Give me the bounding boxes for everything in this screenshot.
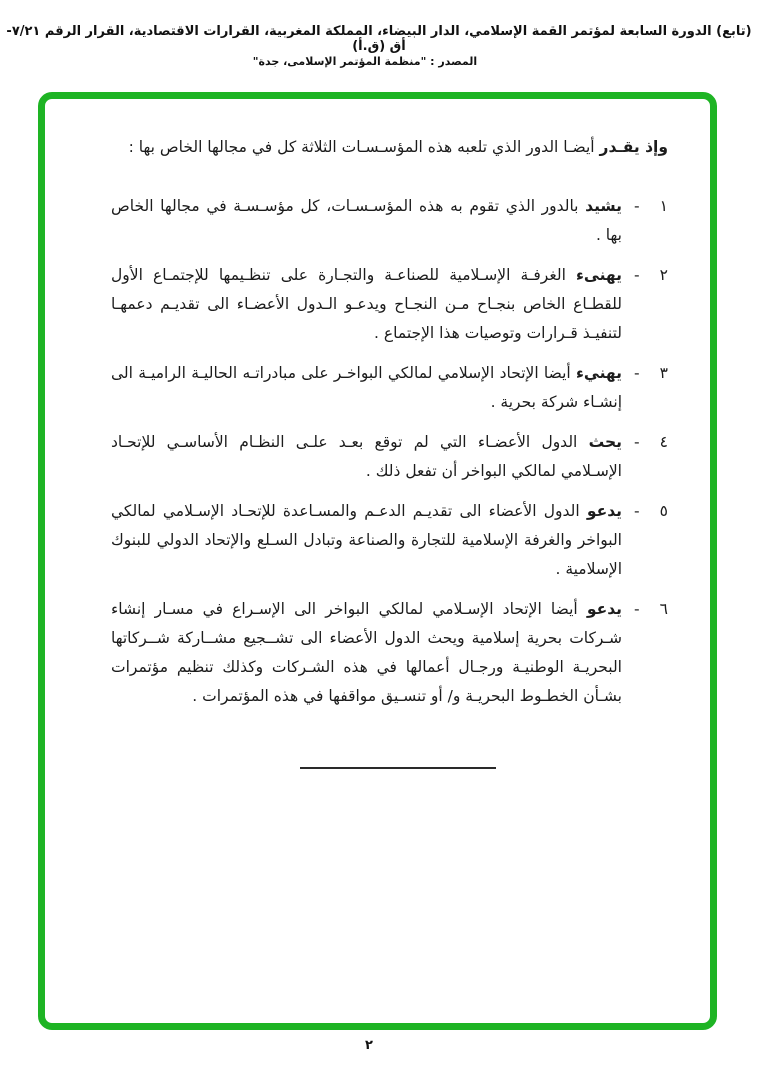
list-item-5 — [111, 497, 668, 584]
item-dash: - — [634, 364, 640, 382]
page-number: ٢ — [365, 1038, 373, 1053]
item-number: ٢ — [659, 266, 668, 284]
item-marker — [634, 595, 668, 711]
section-divider — [300, 767, 496, 769]
item-body: أيضا الإتحاد الإسلامي لمالكي البواخـر على مبادراتـه الحاليـة الراميـة الى إنشـاء شركة بحرية . — [111, 364, 622, 411]
item-body: الدول الأعضـاء التي لم توقع بعـد علـى النظـام الأساسـي للإتحـاد الإسـلامي لمالكي البواخر أن تفعل ذلك . — [111, 433, 622, 480]
item-text — [111, 359, 622, 417]
item-bold-verb: يهنىء — [576, 266, 622, 284]
green-border-frame — [38, 92, 717, 1030]
header-title: (تابع) الدورة السابعة لمؤتمر القمة الإسلامي، الدار البيضاء، المملكة المغربية، القرارات الاقتصادية، القرار الرقم ٧/٢١-أق (ق.أ) — [6, 24, 752, 54]
item-bold-verb: يهنيء — [576, 364, 622, 382]
item-number: ٣ — [659, 364, 668, 382]
item-text — [111, 261, 622, 348]
list-item-6 — [111, 595, 668, 711]
item-marker — [634, 261, 668, 348]
item-number: ٦ — [659, 600, 668, 618]
item-dash: - — [634, 433, 640, 451]
list-item-3 — [111, 359, 668, 417]
item-body: أيضا الإتحاد الإسـلامي لمالكي البواخر الى الإسـراع في مسـار إنشاء شـركات بحرية إسلامية ويحث الدول الأعضاء الى تشــجيع مشــاركة شــركاتها البحريـة الوطنيـة ورجـال أعمالها في هذه الشـركات وكذلك تنظيم مؤتمرات بشـأن الخطـوط البحريـة و/ أو تنسـيق مواقفها في هذه المؤتمرات . — [111, 600, 622, 705]
item-marker — [634, 359, 668, 417]
item-number: ١ — [659, 197, 668, 215]
item-text — [111, 428, 622, 486]
item-dash: - — [634, 600, 640, 618]
list-item-4 — [111, 428, 668, 486]
document-content — [45, 99, 710, 769]
item-bold-verb: يدعو — [586, 600, 622, 618]
item-bold-verb: يحث — [588, 433, 622, 451]
item-text — [111, 497, 622, 584]
opening-paragraph — [111, 133, 668, 162]
item-number: ٤ — [659, 433, 668, 451]
opening-bold-verb: وإذ يقـدر — [599, 138, 668, 156]
item-text — [111, 192, 622, 250]
item-marker — [634, 192, 668, 250]
list-item-2 — [111, 261, 668, 348]
item-body: الغرفـة الإسـلامية للصناعـة والتجـارة على تنظـيمها للإجتمـاع الأول للقطـاع الخاص بنجـاح مـن النجـاح ويدعـو الـدول الأعضـاء الى تقديـم دعمهـا لتنفيـذ قـرارات وتوصيات هذا الإجتماع . — [111, 266, 622, 342]
item-number: ٥ — [659, 502, 668, 520]
item-dash: - — [634, 197, 640, 215]
item-text — [111, 595, 622, 711]
item-marker — [634, 497, 668, 584]
item-bold-verb: يشيد — [585, 197, 622, 215]
item-body: بالدور الذي تقوم به هذه المؤسـسـات، كل مؤسـسـة في مجالها الخاص بها . — [111, 197, 622, 244]
list-item-1 — [111, 192, 668, 250]
resolution-list — [111, 192, 668, 711]
header-source: المصدر : "منظمة المؤتمر الإسلامى، جدة" — [252, 55, 478, 68]
item-bold-verb: يدعو — [586, 502, 622, 520]
item-body: الدول الأعضاء الى تقديـم الدعـم والمسـاعدة للإتحـاد الإسـلامي لمالكي البواخر والغرفة الإسلامية للتجارة والصناعة وتبادل السـلع والإتحاد الدولي للبنوك الإسلامية . — [111, 502, 622, 578]
item-dash: - — [634, 266, 640, 284]
item-dash: - — [634, 502, 640, 520]
opening-text: أيضـا الدور الذي تلعبه هذه المؤسـسـات الثلاثة كل في مجالها الخاص بها : — [128, 138, 595, 156]
item-marker — [634, 428, 668, 486]
